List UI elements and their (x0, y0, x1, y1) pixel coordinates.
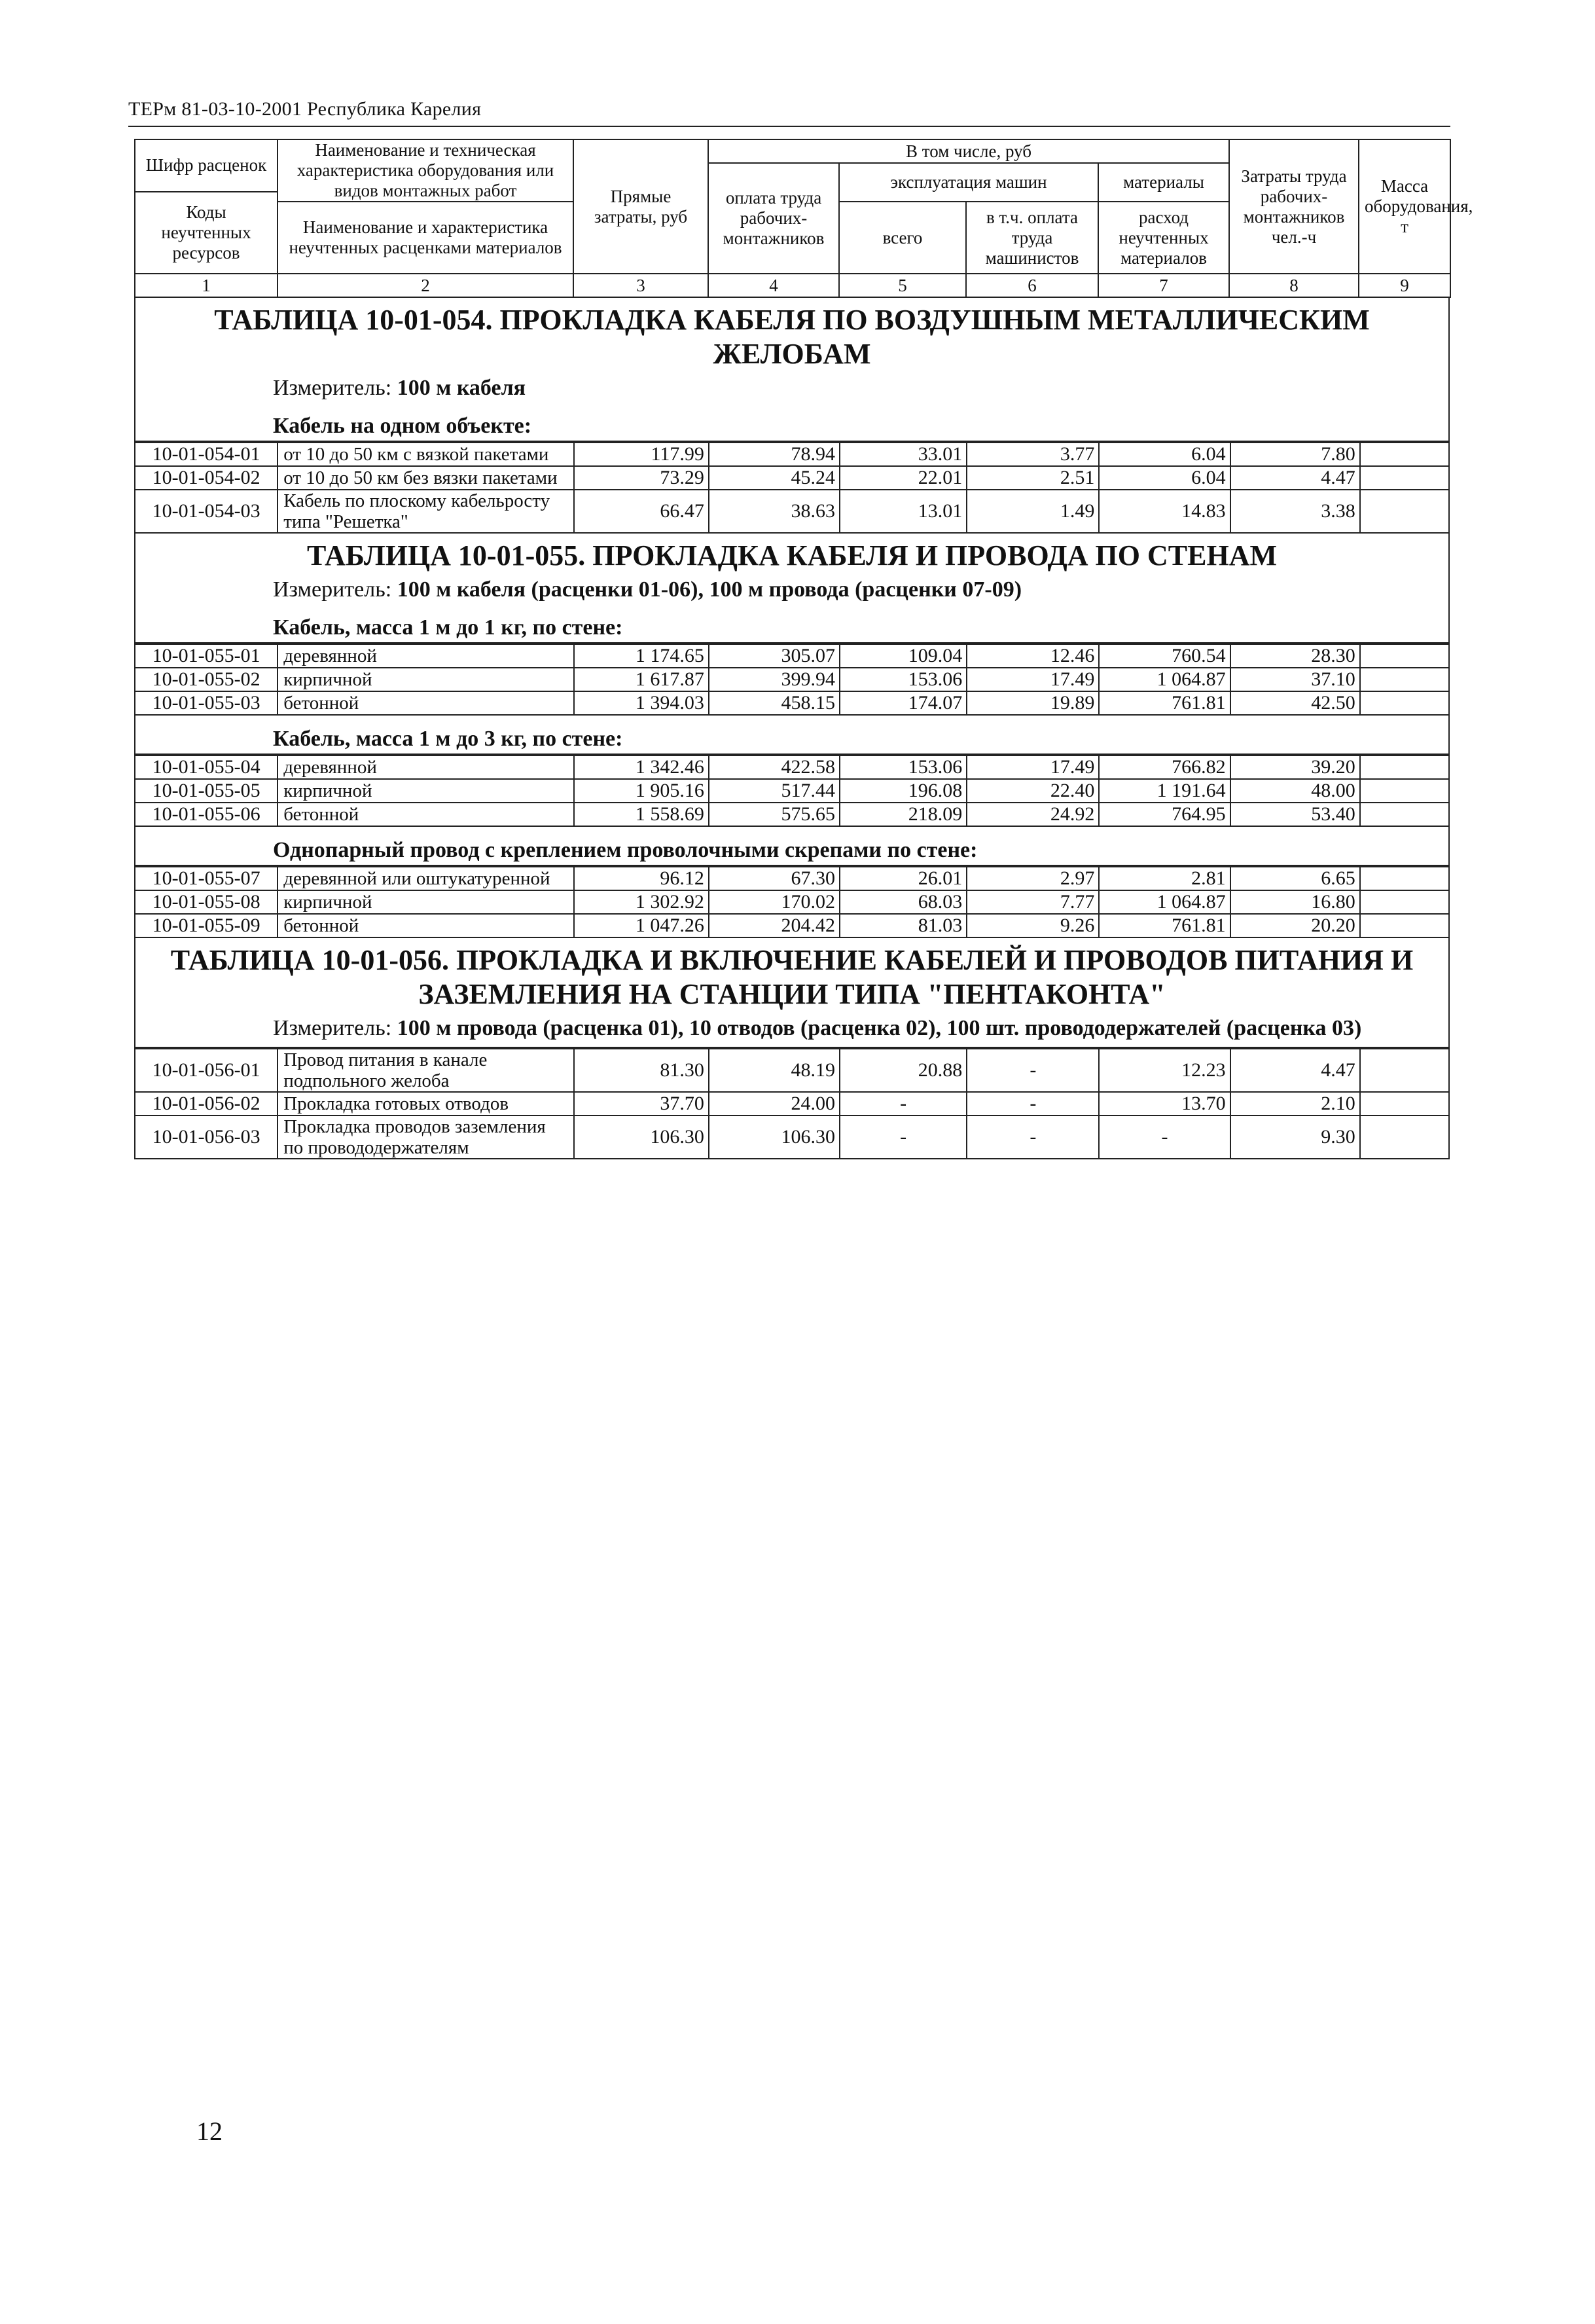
col-labor-pay-header: оплата труда рабочих-монтажников (708, 163, 839, 274)
work-name-cell: деревянной (278, 755, 573, 779)
machinists-pay-cell: 22.40 (967, 779, 1099, 803)
labor-pay-cell: 517.44 (709, 779, 840, 803)
table-row (135, 668, 1449, 691)
rates-table (134, 1048, 1450, 1159)
machines-total-cell: 109.04 (840, 644, 967, 668)
table-row (135, 914, 1449, 937)
work-name-cell: кирпичной (278, 668, 573, 691)
work-name-cell: бетонной (278, 914, 573, 937)
direct-costs-cell: 117.99 (574, 443, 709, 466)
meter-label: Измеритель: (273, 1016, 397, 1040)
direct-costs-cell: 1 558.69 (574, 803, 709, 826)
machinists-pay-cell: 2.97 (967, 867, 1099, 890)
rate-code-cell: 10-01-055-07 (135, 867, 278, 890)
rate-code-cell: 10-01-054-01 (135, 443, 278, 466)
col-group-machines-header: эксплуатация машин (839, 163, 1098, 202)
col-machinists-pay-header: в т.ч. оплата труда машинистов (966, 202, 1098, 274)
rate-code-cell: 10-01-055-06 (135, 803, 278, 826)
rates-table (134, 755, 1450, 827)
machinists-pay-cell: - (967, 1092, 1099, 1116)
labor-hours-cell: 20.20 (1230, 914, 1360, 937)
machines-total-cell: 218.09 (840, 803, 967, 826)
materials-cell: 764.95 (1099, 803, 1230, 826)
equipment-mass-cell (1360, 1116, 1449, 1159)
rate-code-cell: 10-01-054-03 (135, 490, 278, 533)
materials-cell: 14.83 (1099, 490, 1230, 533)
work-name-cell: Провод питания в канале подпольного желоба (278, 1049, 573, 1092)
col-number: 8 (1229, 274, 1359, 297)
direct-costs-cell: 1 047.26 (574, 914, 709, 937)
rate-code-cell: 10-01-055-03 (135, 691, 278, 715)
labor-hours-cell: 7.80 (1230, 443, 1360, 466)
column-numbers-row (135, 274, 1450, 297)
col-materials-list-header: Наименование и характеристика неучтенных расценками материалов (278, 202, 573, 274)
machines-total-cell: - (840, 1092, 967, 1116)
equipment-mass-cell (1360, 803, 1449, 826)
direct-costs-cell: 81.30 (574, 1049, 709, 1092)
table-row (135, 1116, 1449, 1159)
table-title: ТАБЛИЦА 10-01-055. ПРОКЛАДКА КАБЕЛЯ И ПРОВОДА ПО СТЕНАМ (307, 539, 1277, 572)
machinists-pay-cell: 7.77 (967, 890, 1099, 914)
labor-hours-cell: 3.38 (1230, 490, 1360, 533)
equipment-mass-cell (1360, 755, 1449, 779)
machinists-pay-cell: 9.26 (967, 914, 1099, 937)
work-name-cell: Прокладка проводов заземления по провододержателям (278, 1116, 573, 1159)
group-separator (135, 1043, 1448, 1048)
rate-table-block (134, 298, 1450, 534)
labor-pay-cell: 106.30 (709, 1116, 840, 1159)
work-name-cell: бетонной (278, 803, 573, 826)
materials-cell: 13.70 (1099, 1092, 1230, 1116)
col-code-header: Шифр расценок (135, 139, 278, 192)
rate-table-block (134, 938, 1450, 1159)
equipment-mass-cell (1360, 1092, 1449, 1116)
labor-hours-cell: 2.10 (1230, 1092, 1360, 1116)
direct-costs-cell: 37.70 (574, 1092, 709, 1116)
direct-costs-cell: 96.12 (574, 867, 709, 890)
direct-costs-cell: 1 394.03 (574, 691, 709, 715)
table-row (135, 1092, 1449, 1116)
machines-total-cell: 68.03 (840, 890, 967, 914)
group-label: Однопарный провод с креплением проволочными скрепами по стене: (135, 827, 1448, 866)
col-number: 9 (1359, 274, 1450, 297)
meter-label: Измеритель: (273, 376, 397, 400)
machinists-pay-cell: 24.92 (967, 803, 1099, 826)
rates-table (134, 442, 1450, 534)
machines-total-cell: 33.01 (840, 443, 967, 466)
meter-value: 100 м кабеля (расценки 01-06), 100 м провода (расценки 07-09) (397, 577, 1022, 602)
col-number: 1 (135, 274, 278, 297)
running-header: ТЕРм 81-03-10-2001 Республика Карелия (128, 98, 482, 120)
col-number: 2 (278, 274, 573, 297)
table-meter (135, 1011, 1448, 1043)
labor-pay-cell: 575.65 (709, 803, 840, 826)
col-machines-total-header: всего (839, 202, 966, 274)
machinists-pay-cell: 3.77 (967, 443, 1099, 466)
labor-pay-cell: 422.58 (709, 755, 840, 779)
rate-code-cell: 10-01-055-04 (135, 755, 278, 779)
machinists-pay-cell: 1.49 (967, 490, 1099, 533)
col-labor-hours-header: Затраты труда рабочих-монтажников чел.-ч (1229, 139, 1359, 274)
col-number: 6 (966, 274, 1098, 297)
materials-cell: 12.23 (1099, 1049, 1230, 1092)
rate-code-cell: 10-01-055-08 (135, 890, 278, 914)
machines-total-cell: 153.06 (840, 668, 967, 691)
equipment-mass-cell (1360, 443, 1449, 466)
labor-hours-cell: 9.30 (1230, 1116, 1360, 1159)
col-materials-header: материалы (1098, 163, 1229, 202)
machines-total-cell: 22.01 (840, 466, 967, 490)
work-name-cell: кирпичной (278, 779, 573, 803)
table-row (135, 691, 1449, 715)
labor-pay-cell: 204.42 (709, 914, 840, 937)
direct-costs-cell: 73.29 (574, 466, 709, 490)
table-row (135, 490, 1449, 533)
group-label: Кабель на одном объекте: (135, 403, 1448, 442)
labor-hours-cell: 4.47 (1230, 1049, 1360, 1092)
equipment-mass-cell (1360, 890, 1449, 914)
labor-hours-cell: 6.65 (1230, 867, 1360, 890)
machinists-pay-cell: - (967, 1116, 1099, 1159)
col-direct-costs-header: Прямые затраты, руб (573, 139, 708, 274)
rate-code-cell: 10-01-055-09 (135, 914, 278, 937)
labor-hours-cell: 16.80 (1230, 890, 1360, 914)
rates-table (134, 866, 1450, 938)
meter-value: 100 м кабеля (397, 376, 526, 400)
table-row (135, 803, 1449, 826)
work-name-cell: от 10 до 50 км с вязкой пакетами (278, 443, 573, 466)
equipment-mass-cell (1360, 490, 1449, 533)
rate-code-cell: 10-01-055-02 (135, 668, 278, 691)
equipment-mass-cell (1360, 779, 1449, 803)
direct-costs-cell: 1 342.46 (574, 755, 709, 779)
work-name-cell: бетонной (278, 691, 573, 715)
col-resource-codes-header: Коды неучтенных ресурсов (135, 192, 278, 274)
materials-cell: 2.81 (1099, 867, 1230, 890)
work-name-cell: от 10 до 50 км без вязки пакетами (278, 466, 573, 490)
table-row (135, 867, 1449, 890)
materials-cell: 761.81 (1099, 691, 1230, 715)
labor-hours-cell: 37.10 (1230, 668, 1360, 691)
materials-cell: 761.81 (1099, 914, 1230, 937)
page-number: 12 (196, 2116, 223, 2146)
work-name-cell: деревянной (278, 644, 573, 668)
work-name-cell: Прокладка готовых отводов (278, 1092, 573, 1116)
machines-total-cell: 13.01 (840, 490, 967, 533)
materials-cell: - (1099, 1116, 1230, 1159)
rates-document (134, 139, 1473, 1159)
equipment-mass-cell (1360, 691, 1449, 715)
materials-cell: 1 064.87 (1099, 668, 1230, 691)
labor-pay-cell: 399.94 (709, 668, 840, 691)
col-number: 7 (1098, 274, 1229, 297)
direct-costs-cell: 1 617.87 (574, 668, 709, 691)
direct-costs-cell: 1 302.92 (574, 890, 709, 914)
work-name-cell: кирпичной (278, 890, 573, 914)
materials-cell: 6.04 (1099, 466, 1230, 490)
labor-pay-cell: 305.07 (709, 644, 840, 668)
materials-cell: 766.82 (1099, 755, 1230, 779)
labor-pay-cell: 24.00 (709, 1092, 840, 1116)
col-unaccounted-materials-header: расход неучтенных материалов (1098, 202, 1229, 274)
direct-costs-cell: 1 174.65 (574, 644, 709, 668)
equipment-mass-cell (1360, 466, 1449, 490)
direct-costs-cell: 1 905.16 (574, 779, 709, 803)
labor-pay-cell: 45.24 (709, 466, 840, 490)
table-row (135, 1049, 1449, 1092)
materials-cell: 1 064.87 (1099, 890, 1230, 914)
labor-pay-cell: 67.30 (709, 867, 840, 890)
labor-hours-cell: 4.47 (1230, 466, 1360, 490)
machinists-pay-cell: 2.51 (967, 466, 1099, 490)
machines-total-cell: 196.08 (840, 779, 967, 803)
meter-label: Измеритель: (273, 577, 397, 602)
materials-cell: 6.04 (1099, 443, 1230, 466)
rate-code-cell: 10-01-055-01 (135, 644, 278, 668)
labor-hours-cell: 48.00 (1230, 779, 1360, 803)
table-row (135, 466, 1449, 490)
rate-code-cell: 10-01-054-02 (135, 466, 278, 490)
labor-pay-cell: 48.19 (709, 1049, 840, 1092)
labor-pay-cell: 78.94 (709, 443, 840, 466)
labor-hours-cell: 39.20 (1230, 755, 1360, 779)
direct-costs-cell: 106.30 (574, 1116, 709, 1159)
rate-code-cell: 10-01-056-02 (135, 1092, 278, 1116)
header-rule (128, 126, 1450, 127)
table-row (135, 779, 1449, 803)
machines-total-cell: 153.06 (840, 755, 967, 779)
labor-hours-cell: 28.30 (1230, 644, 1360, 668)
machinists-pay-cell: 17.49 (967, 755, 1099, 779)
group-label: Кабель, масса 1 м до 1 кг, по стене: (135, 604, 1448, 644)
labor-pay-cell: 38.63 (709, 490, 840, 533)
rate-tables (134, 298, 1450, 1159)
col-name-header: Наименование и техническая характеристика оборудования или видов монтажных работ (278, 139, 573, 202)
col-number: 5 (839, 274, 966, 297)
labor-hours-cell: 42.50 (1230, 691, 1360, 715)
col-number: 4 (708, 274, 839, 297)
equipment-mass-cell (1360, 1049, 1449, 1092)
equipment-mass-cell (1360, 914, 1449, 937)
rate-code-cell: 10-01-055-05 (135, 779, 278, 803)
table-title: ТАБЛИЦА 10-01-054. ПРОКЛАДКА КАБЕЛЯ ПО ВОЗДУШНЫМ МЕТАЛЛИЧЕСКИМ ЖЕЛОБАМ (214, 304, 1370, 370)
materials-cell: 1 191.64 (1099, 779, 1230, 803)
table-meter (135, 573, 1448, 604)
rate-table-block (134, 534, 1450, 938)
machines-total-cell: 174.07 (840, 691, 967, 715)
labor-pay-cell: 458.15 (709, 691, 840, 715)
equipment-mass-cell (1360, 668, 1449, 691)
rate-code-cell: 10-01-056-03 (135, 1116, 278, 1159)
direct-costs-cell: 66.47 (574, 490, 709, 533)
machinists-pay-cell: 17.49 (967, 668, 1099, 691)
machines-total-cell: 26.01 (840, 867, 967, 890)
rate-code-cell: 10-01-056-01 (135, 1049, 278, 1092)
equipment-mass-cell (1360, 867, 1449, 890)
materials-cell: 760.54 (1099, 644, 1230, 668)
work-name-cell: деревянной или оштукатуренной (278, 867, 573, 890)
table-row (135, 644, 1449, 668)
table-meter (135, 371, 1448, 403)
work-name-cell: Кабель по плоскому кабельросту типа "Решетка" (278, 490, 573, 533)
col-group-including-header: В том числе, руб (708, 139, 1229, 163)
machines-total-cell: 81.03 (840, 914, 967, 937)
machines-total-cell: - (840, 1116, 967, 1159)
labor-pay-cell: 170.02 (709, 890, 840, 914)
machinists-pay-cell: 12.46 (967, 644, 1099, 668)
table-row (135, 755, 1449, 779)
machinists-pay-cell: - (967, 1049, 1099, 1092)
group-label: Кабель, масса 1 м до 3 кг, по стене: (135, 716, 1448, 755)
meter-value: 100 м провода (расценка 01), 10 отводов (расценка 02), 100 шт. провододержателей (расценка 03) (397, 1016, 1362, 1040)
rates-table (134, 644, 1450, 716)
table-row (135, 890, 1449, 914)
labor-hours-cell: 53.40 (1230, 803, 1360, 826)
col-equipment-mass-header: Масса оборудования, т (1359, 139, 1450, 274)
equipment-mass-cell (1360, 644, 1449, 668)
col-number: 3 (573, 274, 708, 297)
table-row (135, 443, 1449, 466)
column-header (134, 139, 1473, 298)
machinists-pay-cell: 19.89 (967, 691, 1099, 715)
machines-total-cell: 20.88 (840, 1049, 967, 1092)
table-title: ТАБЛИЦА 10-01-056. ПРОКЛАДКА И ВКЛЮЧЕНИЕ КАБЕЛЕЙ И ПРОВОДОВ ПИТАНИЯ И ЗАЗЕМЛЕНИЯ НА СТАНЦИИ ТИПА "ПЕНТАКОНТА" (170, 944, 1414, 1010)
